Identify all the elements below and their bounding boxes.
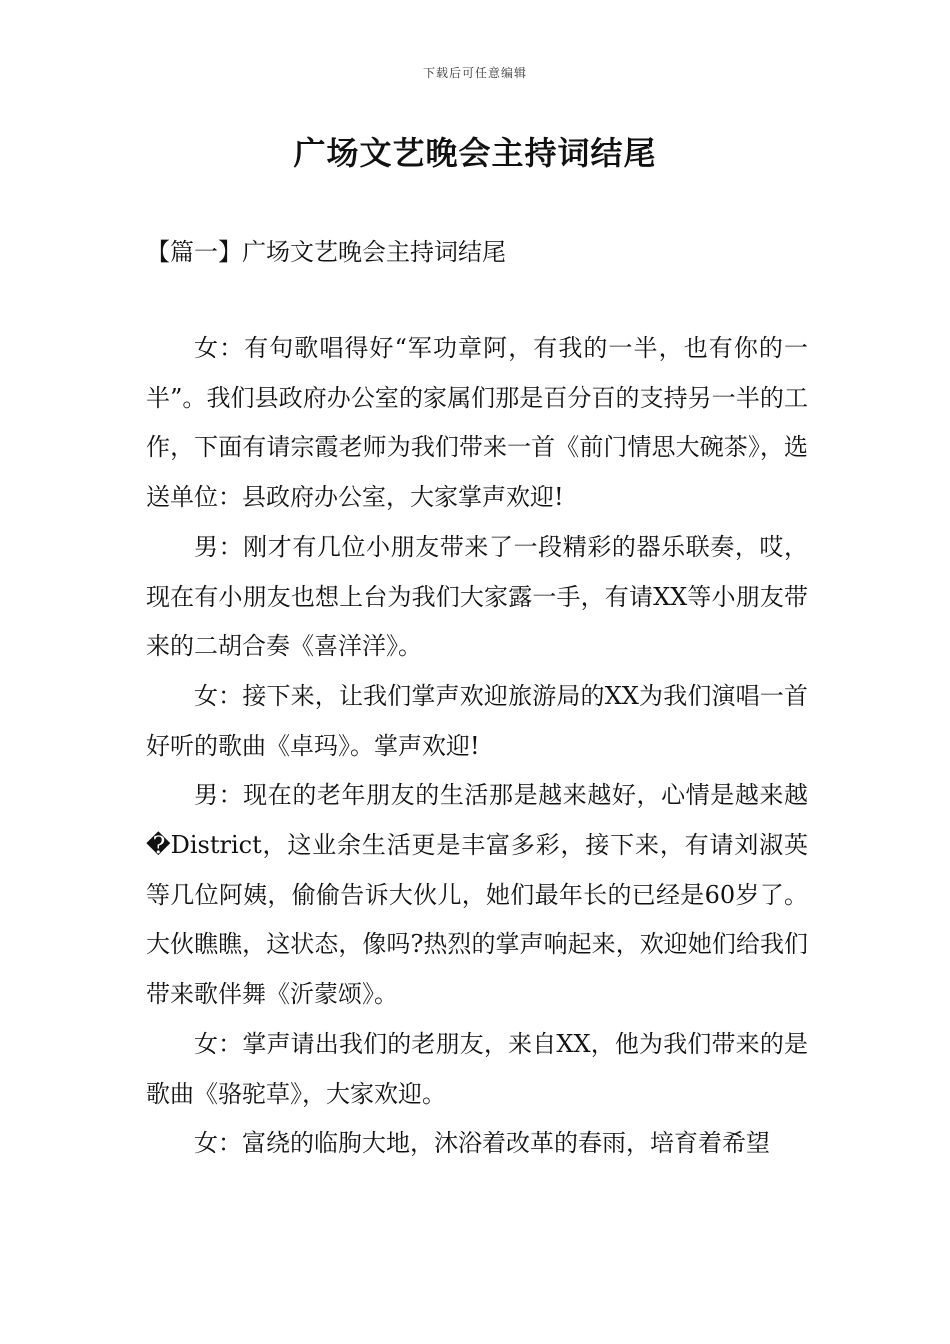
paragraph: 男：现在的老年朋友的生活那是越来越好，心情是越来越�District，这业余生活更是丰富多彩，接下来，有请刘淑英等几位阿姨，偷偷告诉大伙儿，她们最年长的已经是60岁了。大伙瞧瞧，这状态，像吗?热烈的掌声响起来，欢迎她们给我们带来歌伴舞《沂蒙颂》。	[146, 781, 808, 1009]
header-note: 下载后可任意编辑	[422, 66, 527, 80]
paragraph: 男：刚才有几位小朋友带来了一段精彩的器乐联奏，哎，现在有小朋友也想上台为我们大家露一手，有请XX等小朋友带来的二胡合奏《喜洋洋》。	[146, 532, 808, 661]
paragraph: 女：掌声请出我们的老朋友，来自XX，他为我们带来的是歌曲《骆驼草》，大家欢迎。	[146, 1029, 808, 1108]
document-title: 广场文艺晚会主持词结尾	[293, 134, 657, 172]
paragraph: 女：富绕的临朐大地，沐浴着改革的春雨，培育着希望	[194, 1129, 770, 1158]
paragraph: 女：有句歌唱得好“军功章阿，有我的一半，也有你的一半”。我们县政府办公室的家属们那是百分百的支持另一半的工作，下面有请宗霞老师为我们带来一首《前门情思大碗茶》，选送单位：县政府办公室，大家掌声欢迎!	[146, 334, 808, 512]
document-body	[146, 324, 808, 1169]
paragraph: 女：接下来，让我们掌声欢迎旅游局的XX为我们演唱一首好听的歌曲《卓玛》。掌声欢迎!	[146, 681, 808, 760]
section-heading: 【篇一】广场文艺晚会主持词结尾	[146, 238, 506, 266]
